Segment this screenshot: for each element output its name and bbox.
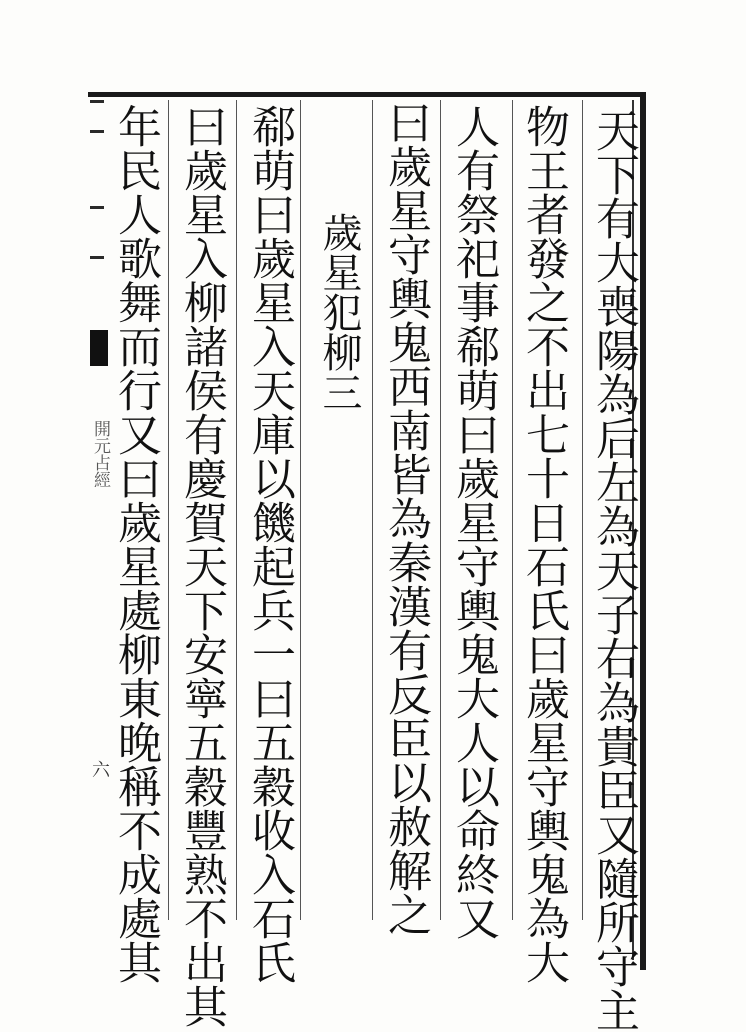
text-column-2 [516,104,570,984]
text-segment: 又 [448,896,499,940]
column-rule [372,100,373,920]
margin-mark [90,256,104,259]
margin-mark [90,206,104,209]
text-column-4 [378,100,432,936]
fishtail-mark [90,330,108,366]
text-column-3 [446,104,500,940]
column-rule [236,100,237,920]
text-segment: 石氏曰歲星守輿鬼為大 [518,544,569,984]
page-number: 六 [92,760,110,781]
text-segment: 又曰歲星處柳東晚稱不成處其 [110,412,161,984]
heading-text: 歲星犯柳三 [316,212,362,412]
text-segment: 人有祭祀事 [448,104,499,324]
column-rule [168,100,169,920]
text-column-6 [242,104,296,984]
text-column-1 [586,108,640,1032]
text-segment: 天下有大喪陽為后左為天子右為貴臣 [588,108,639,812]
frame-right-border [640,92,646,970]
text-segment: 郗萌曰歲星入天庫以饑起兵一曰五穀收入 [244,104,295,896]
text-segment: 郗萌曰歲星守輿鬼大人以命終 [448,324,499,896]
text-segment: 物王者發之不出七十日 [518,104,569,544]
column-rule [300,100,301,920]
column-rule [440,100,441,920]
torn-margin-strip [86,96,108,956]
margin-mark [90,100,104,103]
column-rule [512,100,513,920]
text-segment: 又隨所守主 [588,812,639,1032]
section-heading [312,212,366,412]
frame-top-border [88,92,646,97]
text-segment: 石氏 [244,896,295,984]
spine-label: 開元占經 [90,420,110,488]
margin-mark [90,130,104,133]
text-segment: 曰歲星入柳諸侯有慶賀天下安寧五穀豐熟不出其 [176,104,227,1028]
text-segment: 曰歲星守輿鬼西南皆為秦漢有反臣以赦解之 [380,100,431,936]
column-rule [582,100,583,920]
text-column-8 [108,104,162,984]
text-column-7 [174,104,228,1028]
text-segment: 年民人歌舞而行 [110,104,161,412]
